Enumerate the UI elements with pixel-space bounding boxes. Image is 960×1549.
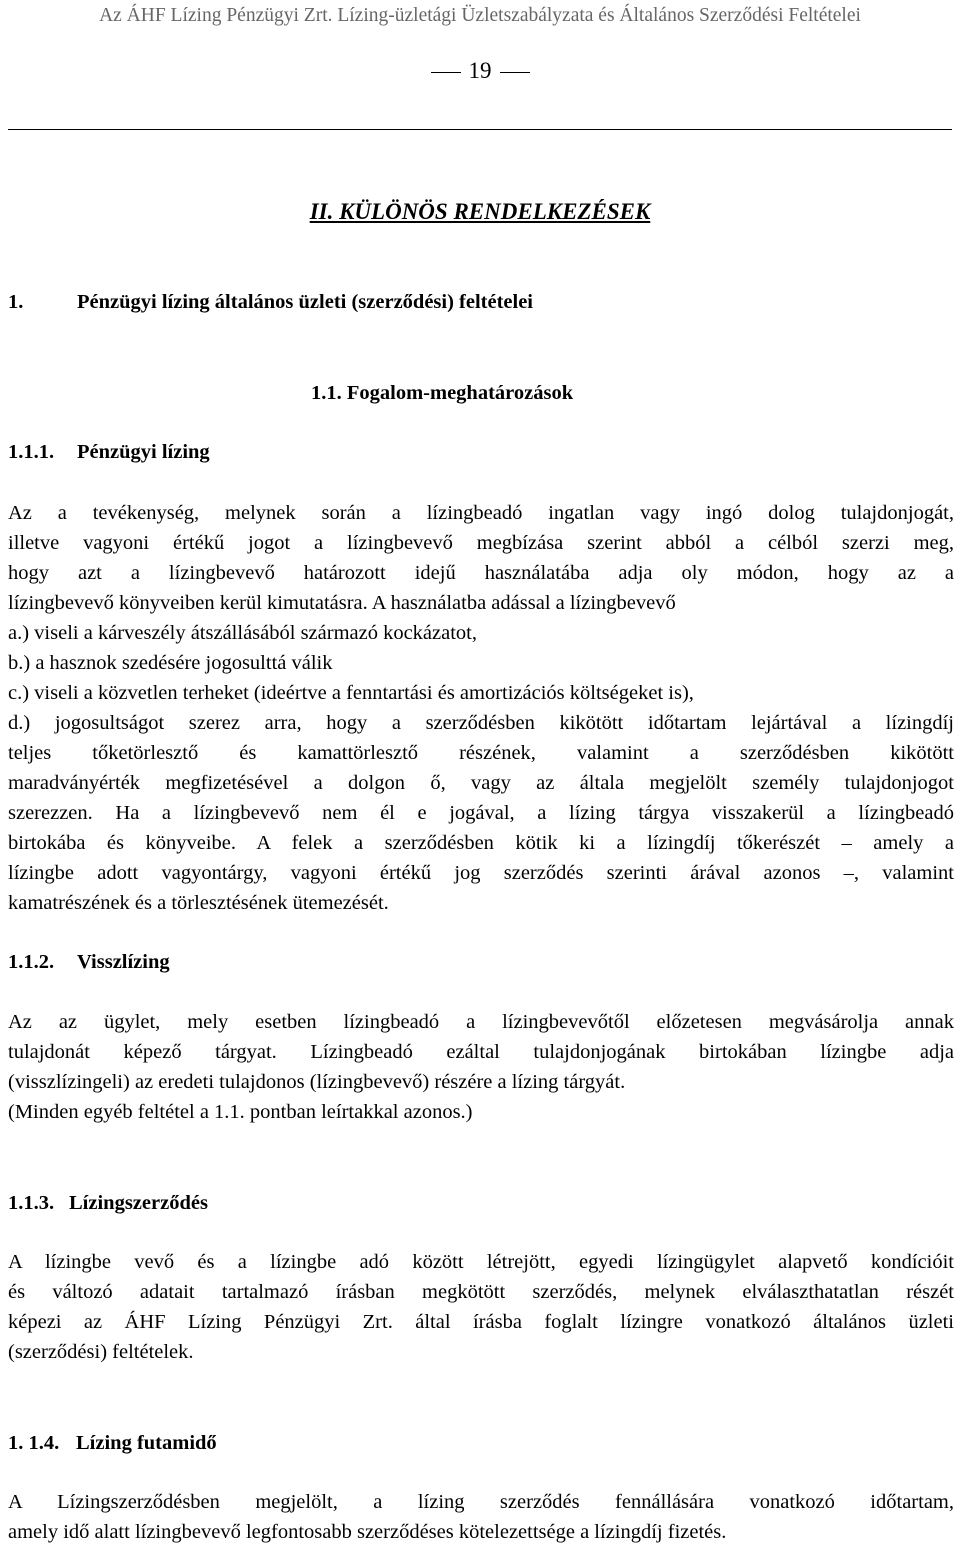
running-header: Az ÁHF Lízing Pénzügyi Zrt. Lízing-üzletági Üzletszabályzata és Általános Szerződési Feltételei — [99, 5, 861, 26]
page-number-dash-left — [431, 72, 461, 74]
paragraph-line: A lízingbe vevő és a lízingbe adó között létrejött, egyedi lízingügylet alapvető kondícióit — [8, 1251, 954, 1273]
section-number: 1. 1.4. — [8, 1432, 60, 1454]
section-number: 1.1.2. — [8, 951, 55, 973]
paragraph-line: képezi az ÁHF Lízing Pénzügyi Zrt. által írásba foglalt lízingre vonatkozó általános üzleti — [8, 1311, 954, 1333]
section-1-1-4-heading — [8, 1428, 217, 1458]
section-title: Lízingszerződés — [69, 1192, 208, 1214]
paragraph-line: lízingbevevő könyveiben kerül kimutatásra. A használatba adással a lízingbevevő — [8, 592, 676, 614]
section-1-1-3-body — [8, 1247, 954, 1367]
section-number: 1. — [8, 291, 24, 313]
section-number: 1.1.1. — [8, 441, 55, 463]
paragraph-line: amely idő alatt lízingbevevő legfontosabb szerződéses kötelezettsége a lízingdíj fizetés. — [8, 1521, 727, 1543]
section-1-1-2-body — [8, 1007, 954, 1127]
page-number-value: 19 — [468, 58, 492, 83]
paragraph-line: (visszlízingeli) az eredeti tulajdonos (lízingbevevő) részére a lízing tárgyát. — [8, 1071, 626, 1093]
paragraph-line: birtokába és könyveibe. A felek a szerződésben kötik ki a lízingdíj tőkerészét – amely a — [8, 832, 954, 854]
section-1-1-1-body — [8, 498, 954, 918]
paragraph-line: A Lízingszerződésben megjelölt, a lízing szerződés fennállására vonatkozó időtartam, — [8, 1491, 954, 1513]
section-1-1-2-heading — [8, 947, 170, 977]
section-1-1-4-body — [8, 1487, 954, 1547]
paragraph-line: szerezzen. Ha a lízingbevevő nem él e jogával, a lízing tárgya visszakerül a lízingbeadó — [8, 802, 954, 824]
list-item-c: c.) viseli a közvetlen terheket (ideértve a fenntartási és amortizációs költségeket is), — [8, 682, 694, 704]
paragraph-line: illetve vagyoni értékű jogot a lízingbevevő megbízása szerint abból a célból szerzi meg, — [8, 532, 954, 554]
paragraph-line: Az a tevékenység, melynek során a lízingbeadó ingatlan vagy ingó dolog tulajdonjogát, — [8, 502, 954, 524]
paragraph-line: (Minden egyéb feltétel a 1.1. pontban leírtakkal azonos.) — [8, 1101, 473, 1123]
paragraph-line: és változó adatait tartalmazó írásban megkötött szerződés, melynek elválaszthatatlan részét — [8, 1281, 954, 1303]
paragraph-line: teljes tőketörlesztő és kamattörlesztő részének, valamint a szerződésben kikötött — [8, 742, 954, 764]
section-1-1-1-heading — [8, 437, 210, 467]
header-divider — [8, 129, 952, 130]
list-item-d: d.) jogosultságot szerez arra, hogy a szerződésben kikötött időtartam lejártával a lízingdíj — [8, 712, 954, 734]
section-title: Fogalom-meghatározások — [346, 382, 574, 404]
section-number: 1.1. — [311, 382, 342, 404]
paragraph-line: kamatrészének és a törlesztésének ütemezését. — [8, 892, 389, 914]
paragraph-line: hogy azt a lízingbevevő határozott idejű használatába adja oly módon, hogy az a — [8, 562, 954, 584]
part-title: II. KÜLÖNÖS RENDELKEZÉSEK — [309, 199, 651, 224]
list-item-a: a.) viseli a kárveszély átszállásából származó kockázatot, — [8, 622, 477, 644]
paragraph-line: maradványérték megfizetésével a dolgon ő, vagy az általa megjelölt személy tulajdonjogot — [8, 772, 954, 794]
paragraph-line: (szerződési) feltételek. — [8, 1341, 194, 1363]
paragraph-line: Az az ügylet, mely esetben lízingbeadó a lízingbevevőtől előzetesen megvásárolja annak — [8, 1011, 954, 1033]
section-title: Lízing futamidő — [76, 1432, 217, 1454]
paragraph-line: lízingbe adott vagyontárgy, vagyoni értékű jog szerződés szerinti árával azonos –, valamint — [8, 862, 954, 884]
section-1-1-3-heading — [8, 1188, 208, 1218]
page-number-dash-right — [500, 72, 530, 74]
section-title: Pénzügyi lízing általános üzleti (szerződési) feltételei — [77, 291, 534, 313]
paragraph-line: tulajdonát képező tárgyat. Lízingbeadó ezáltal tulajdonjogának birtokában lízingbe adja — [8, 1041, 954, 1063]
section-number: 1.1.3. — [8, 1192, 55, 1214]
page-number — [0, 56, 960, 86]
section-1-heading — [8, 287, 533, 317]
section-title: Visszlízing — [77, 951, 170, 973]
section-1-1-heading — [311, 378, 573, 408]
section-title: Pénzügyi lízing — [77, 441, 210, 463]
list-item-b: b.) a hasznok szedésére jogosulttá válik — [8, 652, 333, 674]
